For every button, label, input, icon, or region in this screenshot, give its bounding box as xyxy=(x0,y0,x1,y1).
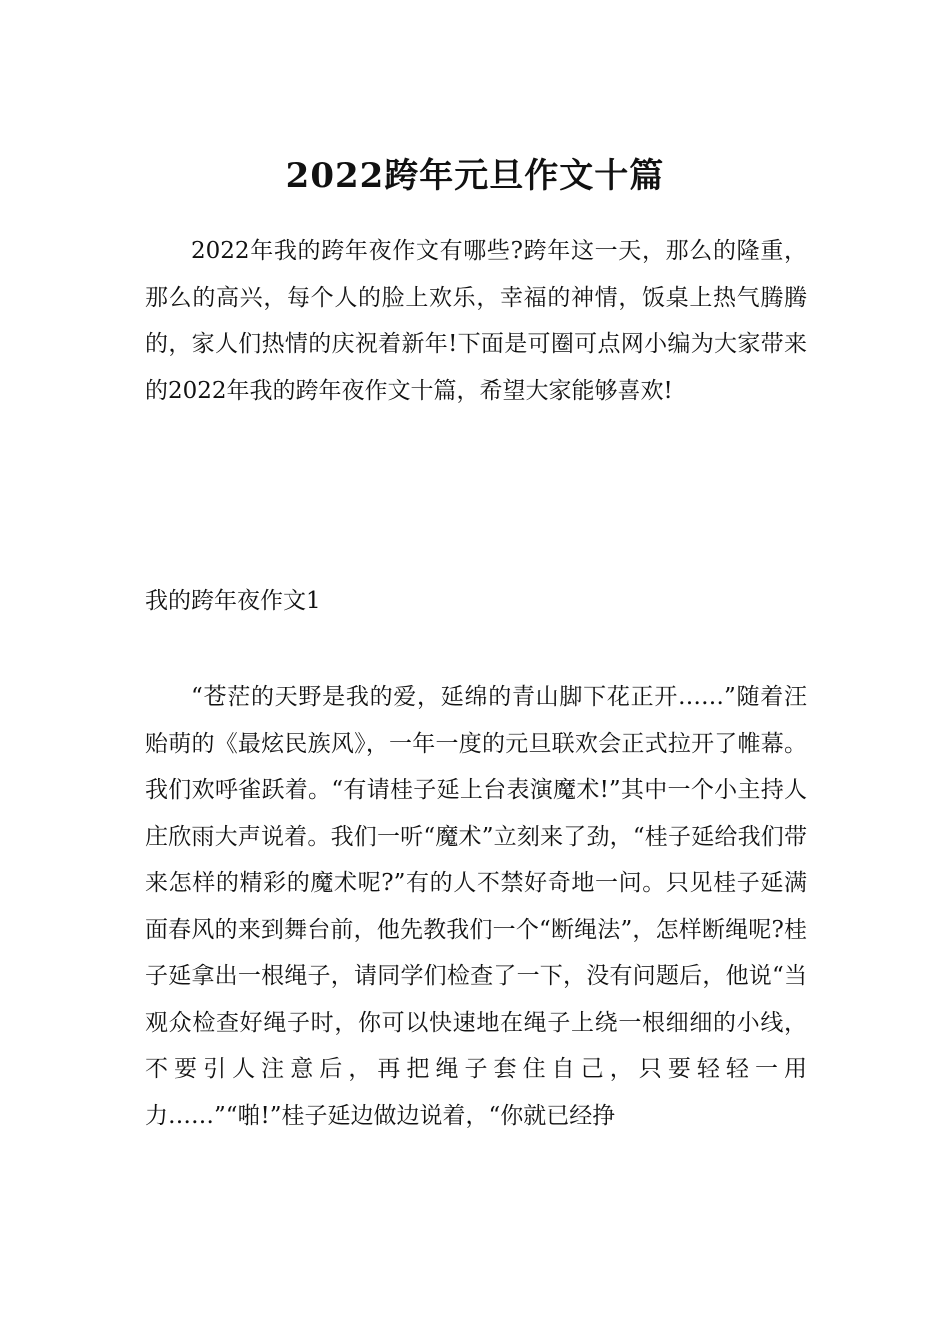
intro-paragraph: 2022年我的跨年夜作文有哪些?跨年这一天，那么的隆重，那么的高兴，每个人的脸上欢乐，幸福的神情，饭桌上热气腾腾的，家人们热情的庆祝着新年!下面是可圈可点网小编为大家带来的2022年我的跨年夜作文十篇，希望大家能够喜欢! xyxy=(145,238,807,404)
section-body-paragraph: “苍茫的天野是我的爱，延绵的青山脚下花正开……”随着汪贻萌的《最炫民族风》，一年一度的元旦联欢会正式拉开了帷幕。我们欢呼雀跃着。“有请桂子延上台表演魔术!”其中一个小主持人庄欣雨大声说着。我们一听“魔术”立刻来了劲，“桂子延给我们带来怎样的精彩的魔术呢?”有的人不禁好奇地一问。只见桂子延满面春风的来到舞台前，他先教我们一个“断绳法”，怎样断绳呢?桂子延拿出一根绳子，请同学们检查了一下，没有问题后，他说“当观众检查好绳子时，你可以快速地在绳子上绕一根细细的小线，不要引人注意后，再把绳子套住自己，只要轻轻一用力……”“啪!”桂子延边做边说着，“你就已经挣 xyxy=(145,684,807,1129)
document-title: 2022跨年元旦作文十篇 xyxy=(285,155,665,196)
section-heading: 我的跨年夜作文1 xyxy=(145,588,321,614)
